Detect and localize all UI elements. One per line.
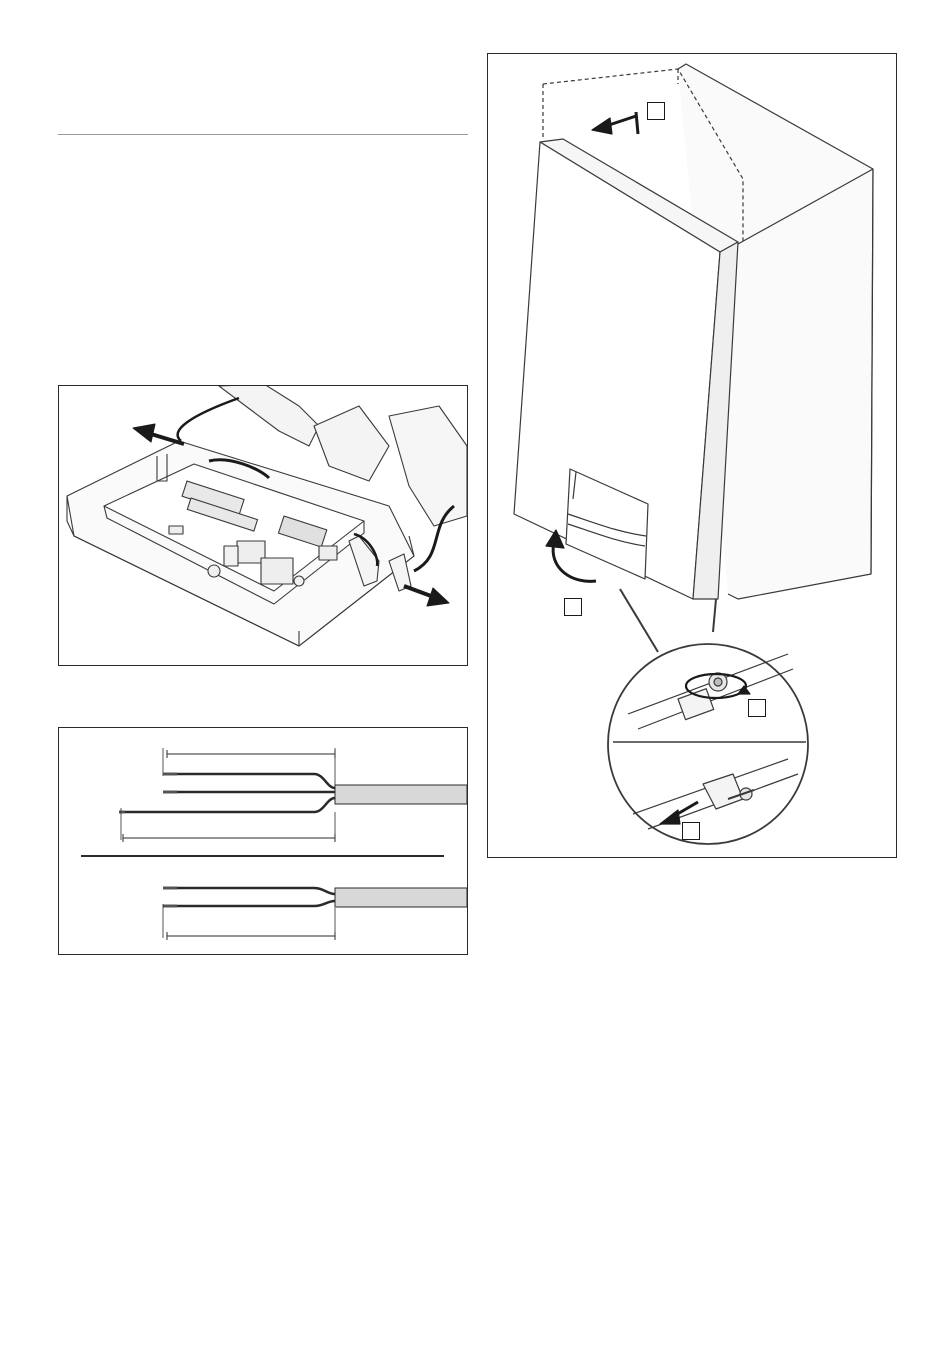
cable-stripping-diagram: [59, 728, 469, 956]
header-rule: [58, 134, 468, 135]
front-casing-removal-figure: [487, 53, 897, 858]
step-marker-2: [564, 598, 582, 616]
step-marker-1: [647, 102, 665, 120]
step-marker-4: [682, 822, 700, 840]
electronics-box-figure: [58, 385, 468, 666]
electronics-box-illustration: [59, 386, 469, 667]
step-marker-3: [748, 699, 766, 717]
boiler-casing-illustration: [488, 54, 898, 859]
cable-preparation-figure: [58, 727, 468, 955]
